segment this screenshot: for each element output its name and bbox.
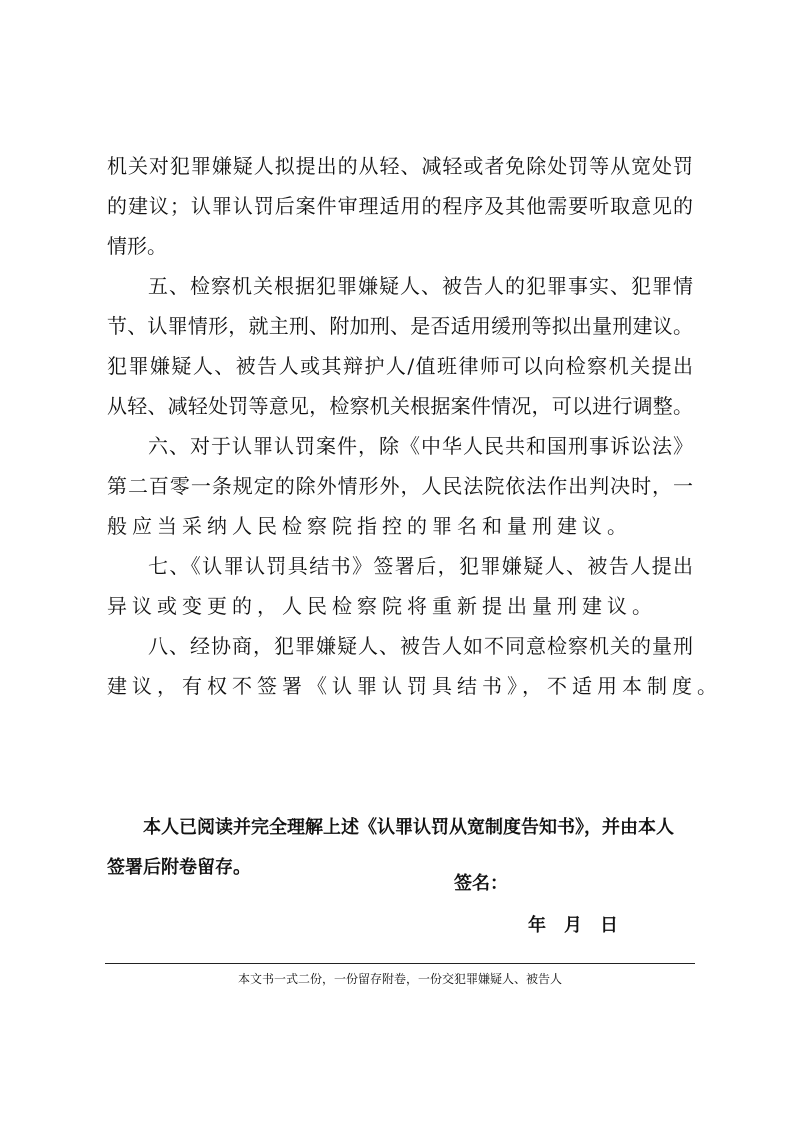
acknowledgement-line-2: 签署后附卷留存。 — [107, 857, 251, 878]
body-line: 从轻、减轻处罚等意见，检察机关根据案件情况，可以进行调整。 — [107, 394, 693, 418]
signature-label: 签名： — [454, 873, 508, 894]
acknowledgement-line-1: 本人已阅读并完全理解上述《认罪认罚从宽制度告知书》，并由本人 — [143, 817, 674, 838]
body-line: 异议或变更的，人民检察院将重新提出量刑建议。 — [107, 594, 657, 618]
paragraph-5-start: 五、检察机关根据犯罪嫌疑人、被告人的犯罪事实、犯罪情 — [148, 274, 693, 298]
body-line: 节、认罪情形，就主刑、附加刑、是否适用缓刑等拟出量刑建议。 — [107, 314, 693, 338]
body-line: 建议，有权不签署《认罪认罚具结书》，不适用本制度。 — [107, 674, 722, 698]
paragraph-7-start: 七、《认罪认罚具结书》签署后，犯罪嫌疑人、被告人提出 — [148, 554, 693, 578]
body-line: 第二百零一条规定的除外情形外，人民法院依法作出判决时，一 — [107, 474, 693, 498]
body-line: 的建议；认罪认罚后案件审理适用的程序及其他需要听取意见的 — [107, 194, 693, 218]
footer-note: 本文书一式二份，一份留存附卷，一份交犯罪嫌疑人、被告人 — [237, 972, 562, 986]
body-line: 情形。 — [107, 234, 167, 258]
body-line: 机关对犯罪嫌疑人拟提出的从轻、减轻或者免除处罚等从宽处罚 — [107, 154, 693, 178]
body-line: 般应当采纳人民检察院指控的罪名和量刑建议。 — [107, 514, 632, 538]
date-label: 年 月 日 — [528, 915, 618, 936]
footer-divider — [105, 963, 695, 964]
body-line: 犯罪嫌疑人、被告人或其辩护人/值班律师可以向检察机关提出 — [107, 354, 693, 378]
paragraph-8-start: 八、经协商，犯罪嫌疑人、被告人如不同意检察机关的量刑 — [148, 634, 693, 658]
paragraph-6-start: 六、对于认罪认罚案件，除《中华人民共和国刑事诉讼法》 — [148, 434, 693, 458]
